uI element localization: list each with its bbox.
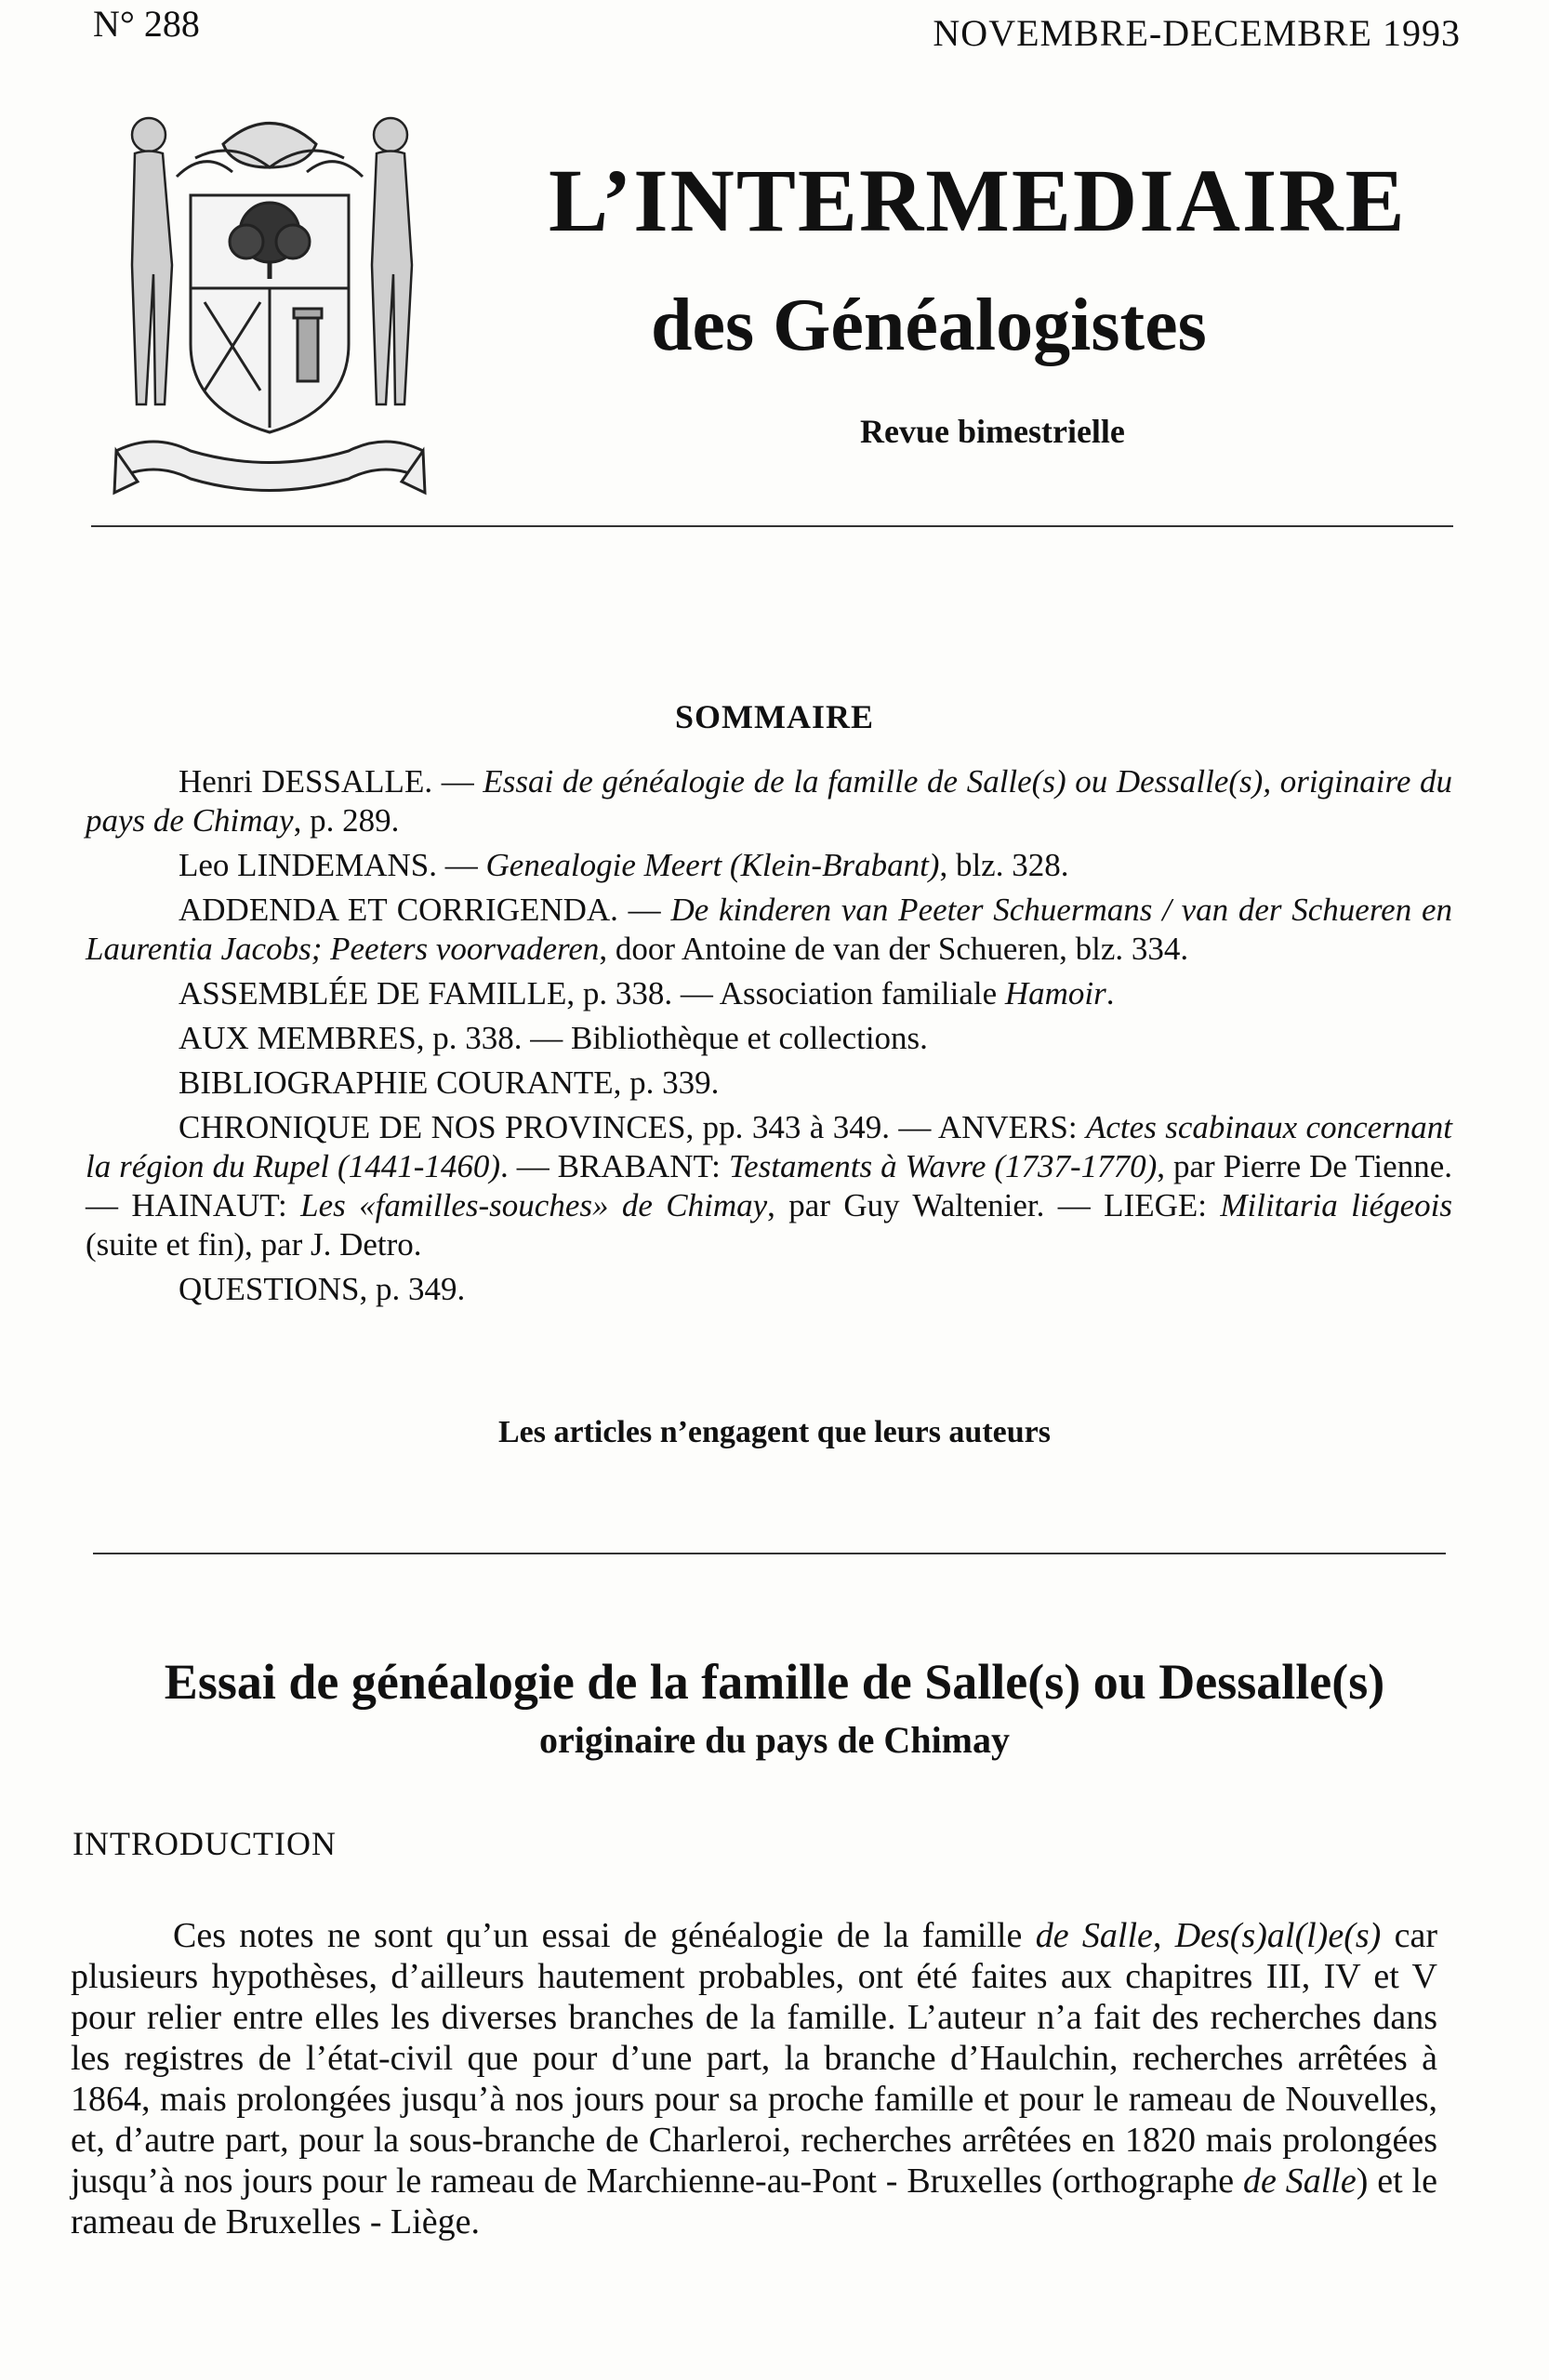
- section-heading: INTRODUCTION: [73, 1825, 337, 1862]
- horizontal-rule: [93, 1553, 1446, 1554]
- journal-subtitle: des Généalogistes: [651, 284, 1207, 366]
- crest-icon: [177, 124, 363, 178]
- article-title: Essai de généalogie de la famille de Salle(s) ou Dessalle(s): [164, 1654, 1385, 1710]
- journal-title: L’INTERMEDIAIRE: [549, 151, 1407, 250]
- motto-scroll-icon: [114, 442, 425, 493]
- horizontal-rule: [91, 525, 1453, 527]
- issue-number: N° 288: [93, 3, 200, 45]
- toc-entry: QUESTIONS, p. 349.: [179, 1271, 466, 1307]
- journal-frequency: Revue bimestrielle: [860, 413, 1125, 450]
- toc-entry: Henri DESSALLE. — Essai de généalogie de la famille de Salle(s) ou Dessalle(s), originaire du pays de Chimay, p. 289.: [86, 763, 1452, 839]
- figure-left-icon: [132, 118, 172, 404]
- toc-entry: ASSEMBLÉE DE FAMILLE, p. 338. — Association familiale Hamoir.: [179, 975, 1115, 1012]
- coat-of-arms-emblem: [112, 93, 428, 502]
- issue-date: NOVEMBRE-DECEMBRE 1993: [933, 12, 1461, 54]
- figure-right-icon: [372, 118, 412, 404]
- toc-entry: BIBLIOGRAPHIE COURANTE, p. 339.: [179, 1064, 720, 1101]
- table-of-contents: [86, 762, 1452, 1315]
- toc-entry: AUX MEMBRES, p. 338. — Bibliothèque et collections.: [179, 1020, 928, 1056]
- disclaimer: Les articles n’engagent que leurs auteurs: [497, 1415, 1051, 1449]
- toc-entry: CHRONIQUE DE NOS PROVINCES, pp. 343 à 349. — ANVERS: Actes scabinaux concernant la région du Rupel (1441-1460). — BRABANT: Testaments à Wavre (1737-1770), par Pierre De Tienne. — HAINAUT: Les «familles-souches» de Chimay, par Guy Waltenier. — LIEGE: Militaria liégeois (suite et fin), par J. Detro.: [86, 1109, 1453, 1263]
- article-subtitle: originaire du pays de Chimay: [539, 1719, 1010, 1761]
- shield-icon: [191, 195, 349, 432]
- intro-paragraph: Ces notes ne sont qu’un essai de généalogie de la famille de Salle, Des(s)al(l)e(s) car plusieurs hypothèses, d’ailleurs hautement probables, ont été faites aux chapitres III, IV et V pour relier entre elles les diverses branches de la famille. L’auteur n’a fait des recherches dans les registres de l’état-civil que pour d’une part, la branche d’Haulchin, recherches arrêtées à 1864, mais prolongées jusqu’à nos jours pour sa proche famille et pour le rameau de Nouvelles, et, d’autre part, pour la sous-branche de Charleroi, recherches arrêtées en 1820 mais prolongées jusqu’à nos jours pour le rameau de Marchienne-au-Pont - Bruxelles (orthographe de Salle) et le rameau de Bruxelles - Liège.: [71, 1916, 1437, 2241]
- toc-entry: ADDENDA ET CORRIGENDA. — De kinderen van Peeter Schuermans / van der Schueren en Laurentia Jacobs; Peeters voorvaderen, door Antoine de van der Schueren, blz. 334.: [86, 892, 1452, 967]
- toc-entry: Leo LINDEMANS. — Genealogie Meert (Klein-Brabant), blz. 328.: [179, 847, 1069, 883]
- sommaire-heading: SOMMAIRE: [675, 698, 874, 735]
